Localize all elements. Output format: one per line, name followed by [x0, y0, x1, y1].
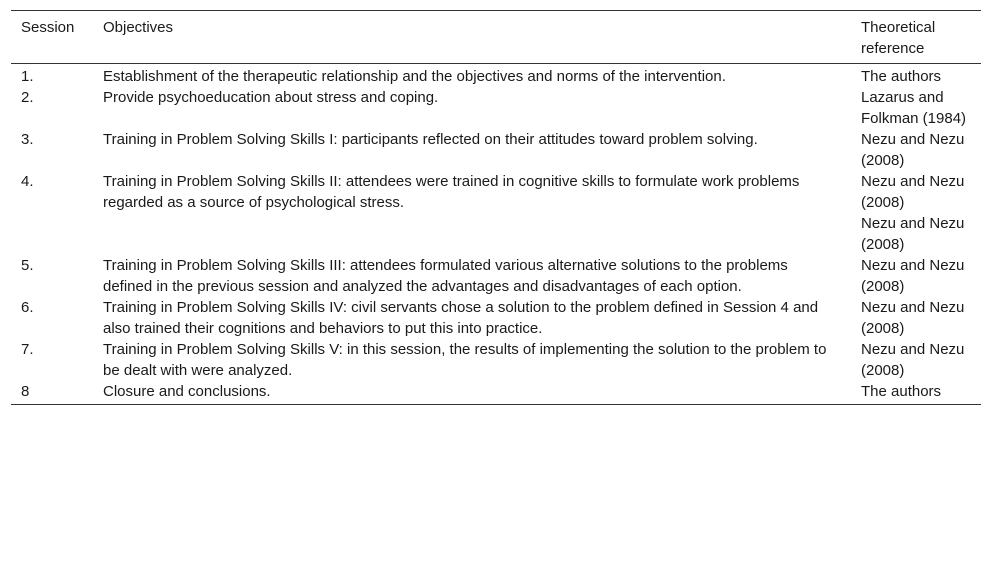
table-row [11, 213, 981, 255]
session-objective: Training in Problem Solving Skills II: attendees were trained in cognitive skills to formulate work problems regarded as a source of psychological stress. [103, 173, 800, 211]
table-header-row [11, 11, 981, 64]
session-objective: Provide psychoeducation about stress and coping. [103, 89, 439, 106]
session-reference: The authors [861, 383, 942, 400]
session-number: 2. [21, 89, 34, 106]
header-session: Session [21, 19, 75, 36]
sessions-table [11, 10, 981, 405]
session-reference: Nezu and Nezu (2008) [861, 341, 965, 379]
session-objective: Establishment of the therapeutic relationship and the objectives and norms of the intervention. [103, 68, 726, 85]
session-reference: Nezu and Nezu (2008) [861, 257, 965, 295]
table-row [11, 129, 981, 171]
table-row [11, 87, 981, 129]
session-objective: Training in Problem Solving Skills III: attendees formulated various alternative solutions to the problems defined in the previous session and analyzed the advantages and disadvantages of each option. [103, 257, 788, 295]
session-reference: Nezu and Nezu (2008) [861, 299, 965, 337]
table-row [11, 171, 981, 213]
session-objective: Closure and conclusions. [103, 383, 271, 400]
header-reference-line1: Theoretical [861, 19, 936, 36]
table-row [11, 255, 981, 297]
table-row [11, 64, 981, 87]
header-reference-line2: reference [861, 40, 925, 57]
table-row [11, 297, 981, 339]
session-number: 3. [21, 131, 34, 148]
session-reference: Nezu and Nezu (2008) [861, 173, 965, 211]
session-reference: Lazarus and Folkman (1984) [861, 89, 967, 127]
session-reference: Nezu and Nezu (2008) [861, 131, 965, 169]
session-objective: Training in Problem Solving Skills IV: civil servants chose a solution to the problem defined in Session 4 and also trained their cognitions and behaviors to put this into practice. [103, 299, 819, 337]
session-reference: Nezu and Nezu (2008) [861, 215, 965, 253]
header-reference [861, 17, 981, 59]
table-row [11, 339, 981, 381]
session-number: 5. [21, 257, 34, 274]
session-number: 4. [21, 173, 34, 190]
session-number: 6. [21, 299, 34, 316]
session-number: 1. [21, 68, 34, 85]
session-objective: Training in Problem Solving Skills I: participants reflected on their attitudes toward problem solving. [103, 131, 758, 148]
session-objective: Training in Problem Solving Skills V: in this session, the results of implementing the solution to the problem to be dealt with were analyzed. [103, 341, 827, 379]
session-number: 8 [21, 383, 30, 400]
session-reference: The authors [861, 68, 942, 85]
session-number: 7. [21, 341, 34, 358]
table-row [11, 381, 981, 404]
header-objectives: Objectives [103, 19, 174, 36]
